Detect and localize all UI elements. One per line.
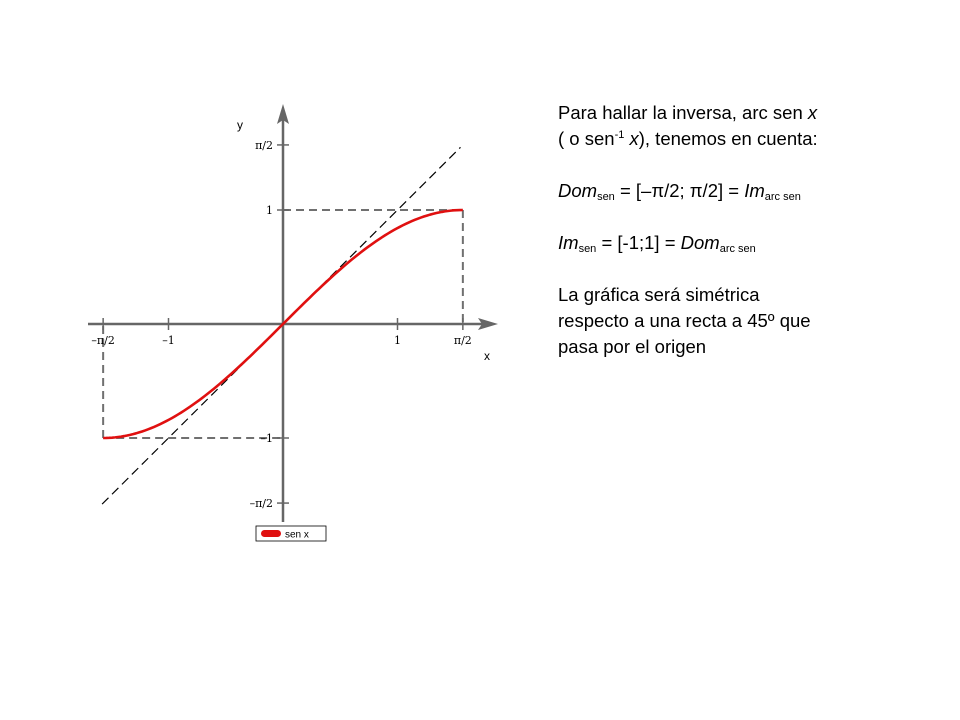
legend [256, 526, 326, 541]
symmetry-line-2: respecto a una recta a 45º que [558, 310, 811, 331]
y-tick-label: 1 [266, 204, 273, 217]
x-axis-label: x [484, 349, 490, 363]
y-tick-label: –π/2 [249, 497, 273, 511]
y-tick-label: π/2 [255, 138, 273, 152]
x-tick-label: π/2 [453, 334, 472, 347]
sine-graph [0, 0, 550, 600]
symmetry-line-3: pasa por el origen [558, 336, 707, 357]
y-tick-label: –1 [260, 432, 273, 445]
symmetry-line-1: La gráfica será simétrica [558, 284, 760, 305]
y-axis-label: y [237, 118, 243, 132]
legend-swatch [261, 530, 281, 537]
x-tick-label: –π/2 [91, 334, 115, 347]
explanation-text [558, 100, 948, 360]
x-tick-label: 1 [394, 334, 401, 347]
legend-label: sen x [285, 529, 309, 541]
image-line: $Im_{sen}$ = [-1;1] = Dom$_{arc sen}$ [558, 232, 756, 255]
x-tick-label: –1 [162, 334, 175, 347]
intro-line-1: Para hallar la inversa, arc sen x [558, 102, 818, 123]
intro-line-2: ( o sen$^{-1}$ x), tenemos en cuenta: [558, 128, 818, 149]
domain-line: Dom$_{sen}$ = [–π/2; $\pi/2] = Im_{arc sen}$ [558, 180, 801, 203]
